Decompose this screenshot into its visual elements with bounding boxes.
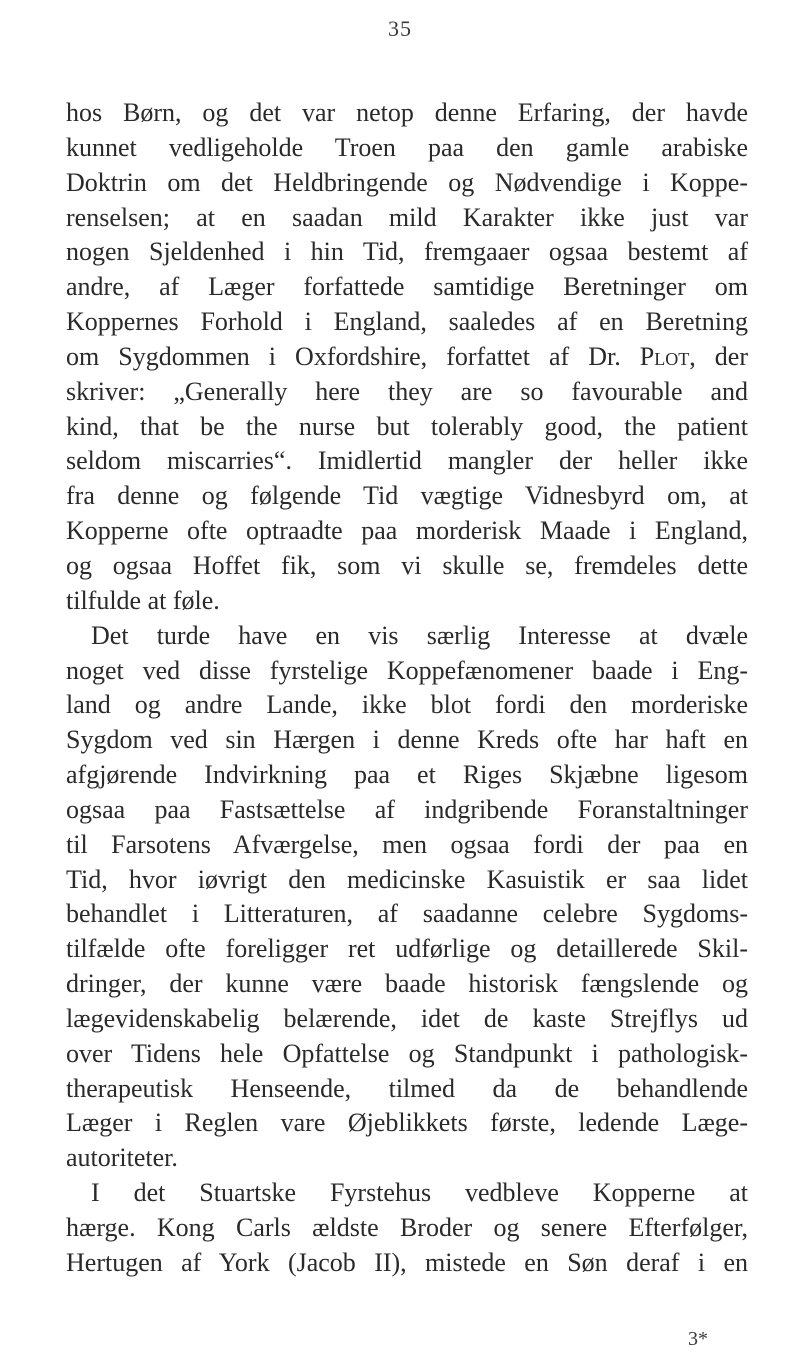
text-line: Tid, hvor iøvrigt den medicinske Kasuistik er saa lidet xyxy=(66,864,748,894)
text-line: Kopperne ofte optraadte paa morderisk Maade i England, xyxy=(66,516,748,546)
text-line: seldom miscarries“. Imidlertid mangler der heller ikke xyxy=(66,446,748,476)
text-line: renselsen; at en saadan mild Karakter ikke just var xyxy=(66,202,748,232)
text-line: autoriteter. xyxy=(66,1143,178,1173)
text-line: og ogsaa Hoffet fik, som vi skulle se, fremdeles dette xyxy=(66,550,748,580)
text-line: fra denne og følgende Tid vægtige Vidnesbyrd om, at xyxy=(66,481,748,511)
text-line: hærge. Kong Carls ældste Broder og senere Efterfølger, xyxy=(66,1213,748,1242)
text-line: hos Børn, og det var netop denne Erfaring, der havde xyxy=(66,98,748,127)
text-line: Doktrin om det Heldbringende og Nødvendige i Koppe- xyxy=(66,167,748,197)
text-line: til Farsotens Afværgelse, men ogsaa fordi der paa en xyxy=(66,829,748,859)
text-line: ogsaa paa Fastsættelse af indgribende Foranstaltninger xyxy=(66,794,748,824)
page-number: 35 xyxy=(388,16,412,41)
text-line: Læger i Reglen vare Øjeblikkets første, ledende Læge- xyxy=(66,1108,748,1138)
text-line: I det Stuartske Fyrstehus vedbleve Kopperne at xyxy=(91,1178,748,1208)
text-line: kind, that be the nurse but tolerably good, the patient xyxy=(66,411,748,441)
text-line: tilfælde ofte foreligger ret udførlige og detaillerede Skil- xyxy=(66,934,748,964)
text-line: behandlet i Litteraturen, af saadanne celebre Sygdoms- xyxy=(66,899,748,929)
text-line: land og andre Lande, ikke blot fordi den morderiske xyxy=(66,690,748,720)
text-line: noget ved disse fyrstelige Koppefænomener baade i Eng- xyxy=(66,655,748,685)
text-line: Det turde have en vis særlig Interesse at dvæle xyxy=(91,620,748,650)
text-line: skriver: „Generally here they are so favourable and xyxy=(66,376,748,406)
text-line: kunnet vedligeholde Troen paa den gamle arabiske xyxy=(66,132,748,162)
text-line: Hertugen af York (Jacob II), mistede en Søn deraf i en xyxy=(66,1247,748,1277)
text-line: over Tidens hele Opfattelse og Standpunkt i pathologisk- xyxy=(66,1038,748,1068)
text-line: therapeutisk Henseende, tilmed da de behandlende xyxy=(66,1073,748,1103)
text-line: om Sygdommen i Oxfordshire, forfattet af Dr. Plot, der xyxy=(66,341,748,371)
text-line: lægevidenskabelig belærende, idet de kaste Strejflys ud xyxy=(66,1003,748,1033)
body-text xyxy=(66,96,748,1281)
text-line: dringer, der kunne være baade historisk fængslende og xyxy=(66,969,748,999)
text-line: andre, af Læger forfattede samtidige Beretninger om xyxy=(66,272,748,302)
text-line: afgjørende Indvirkning paa et Riges Skjæbne ligesom xyxy=(66,760,748,790)
signature-mark: 3* xyxy=(688,1328,708,1350)
text-line: Sygdom ved sin Hærgen i denne Kreds ofte har haft en xyxy=(66,725,748,755)
text-line: nogen Sjeldenhed i hin Tid, fremgaaer ogsaa bestemt af xyxy=(66,237,748,267)
text-line: tilfulde at føle. xyxy=(66,585,220,615)
text-line: Koppernes Forhold i England, saaledes af en Beretning xyxy=(66,307,748,337)
